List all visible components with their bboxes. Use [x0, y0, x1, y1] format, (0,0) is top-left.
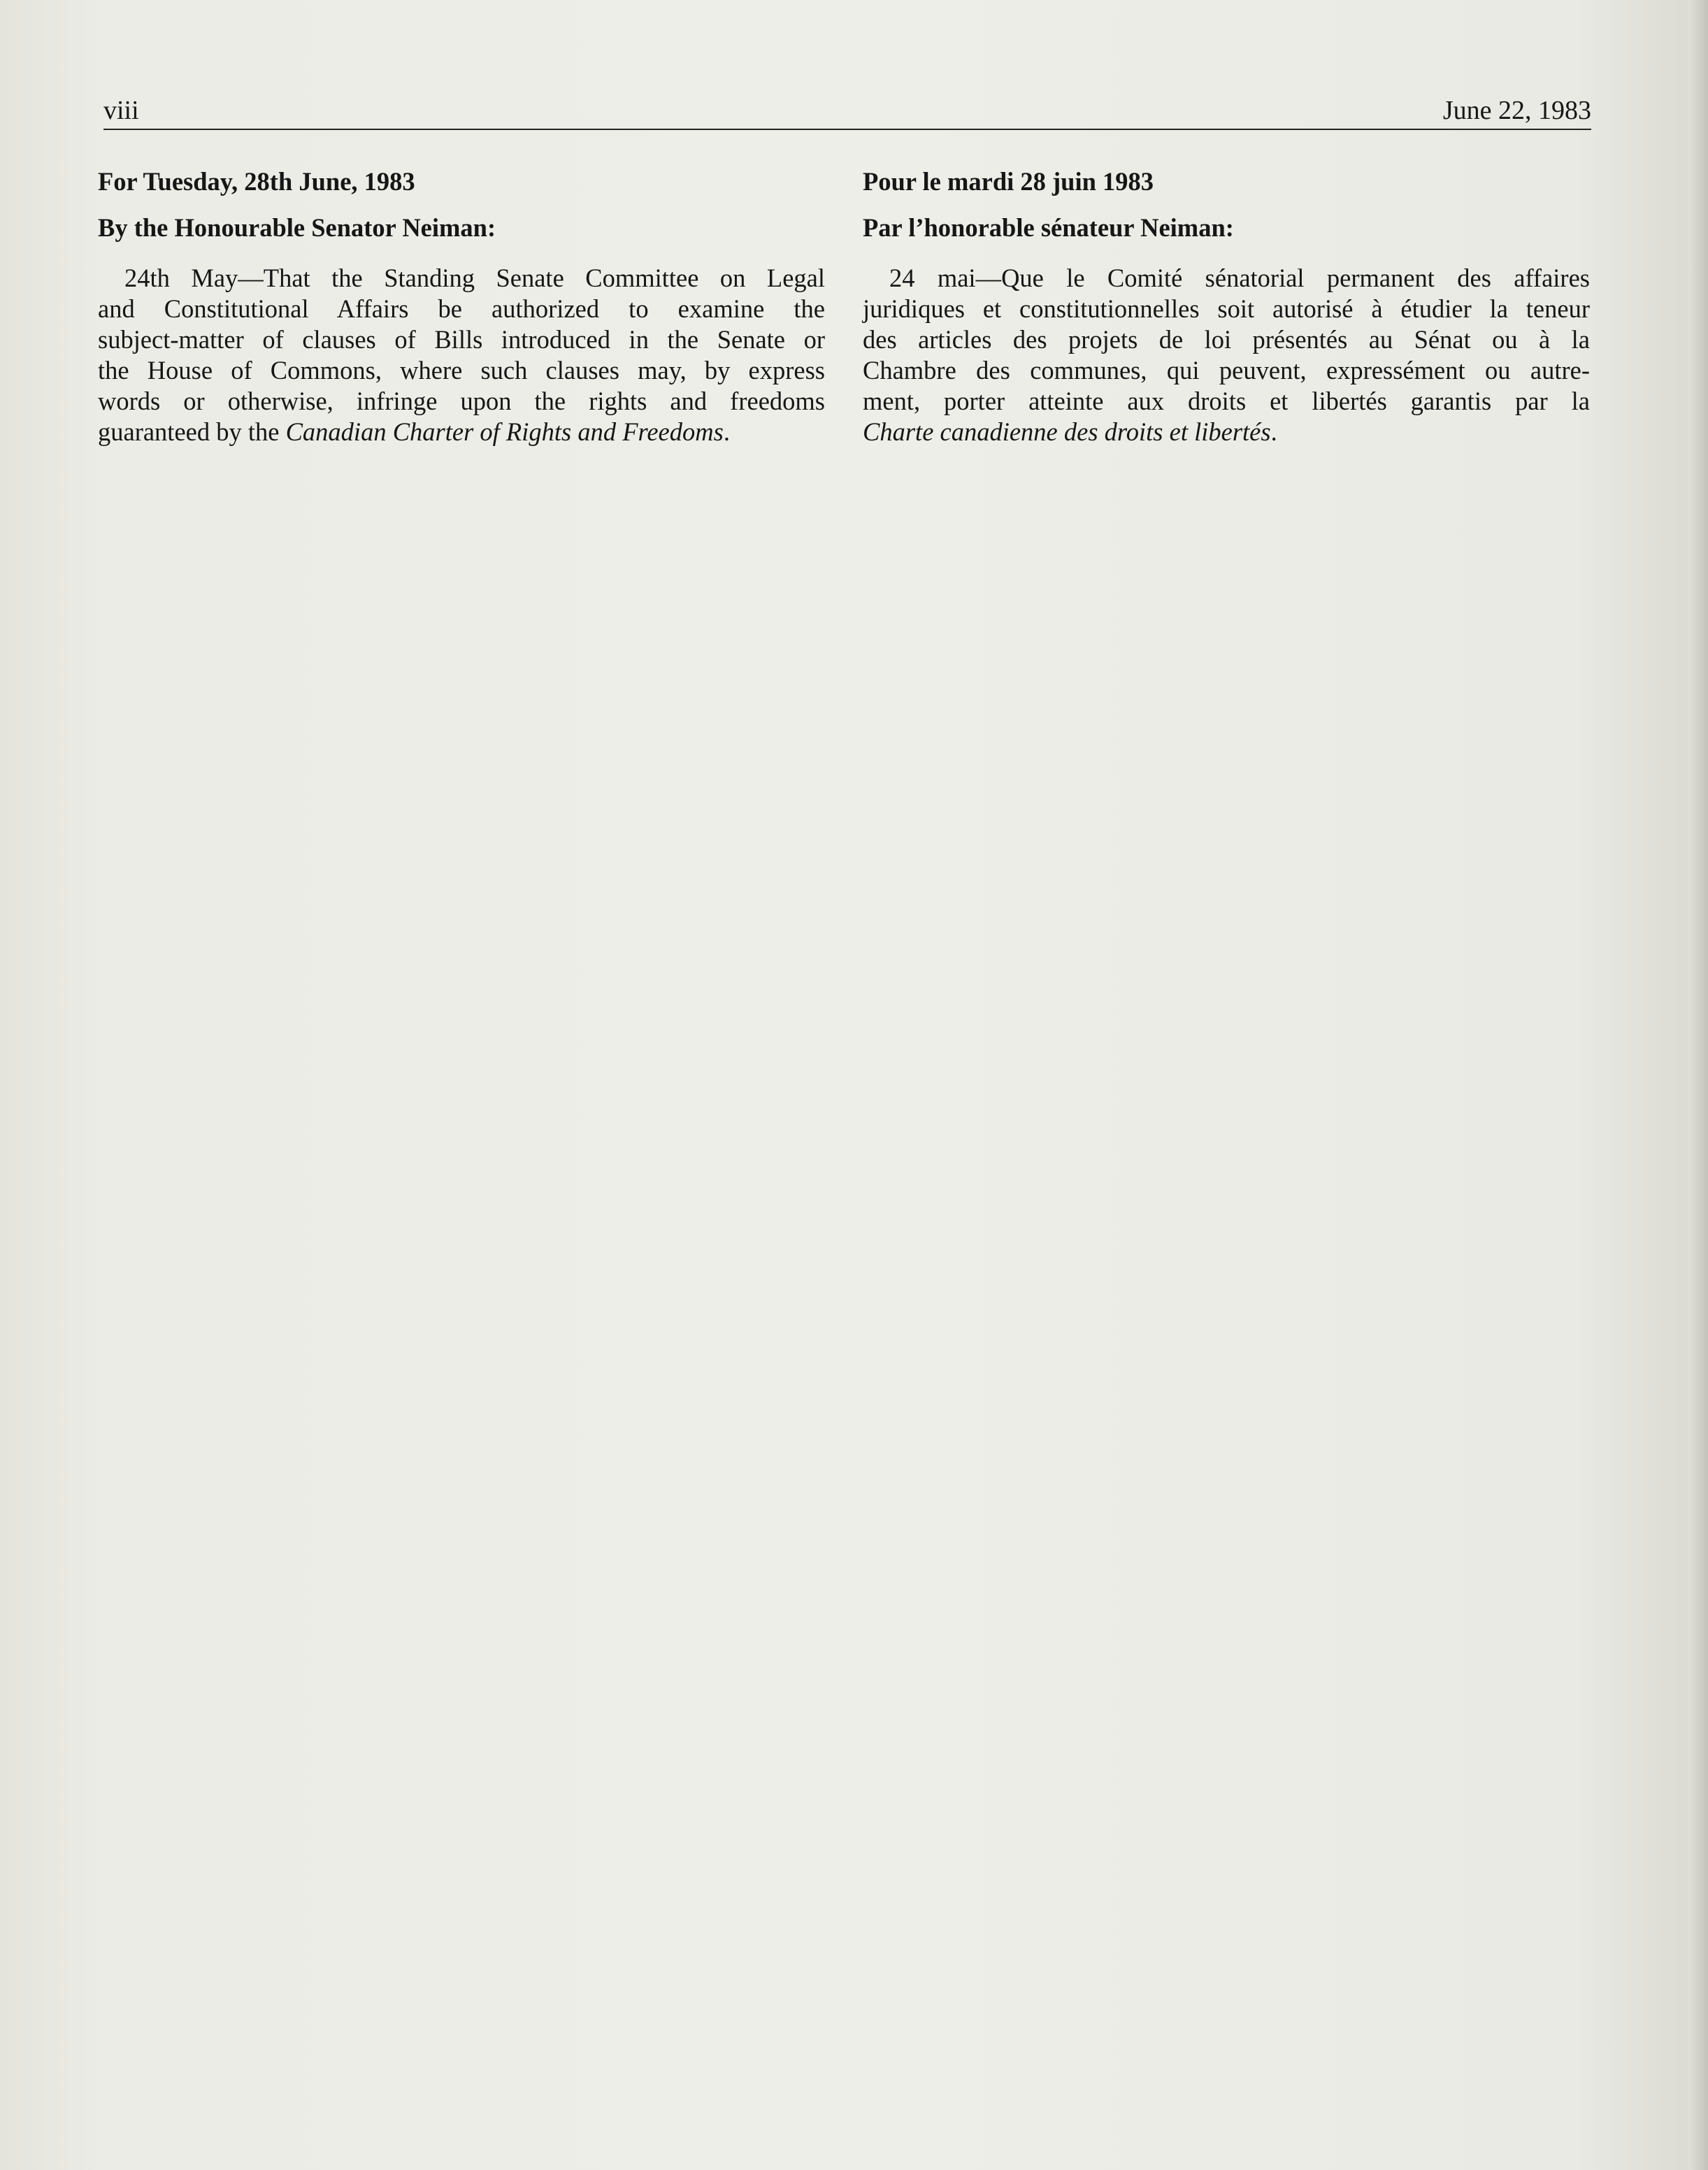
english-notice-line: and Constitutional Affairs be authorized to examine the: [98, 294, 825, 323]
french-column: [863, 166, 1590, 447]
page-binding-edge: [1688, 0, 1708, 2170]
english-notice-heading: For Tuesday, 28th June, 1983: [98, 167, 415, 196]
english-sponsor: By the Honourable Senator Neiman:: [98, 213, 496, 242]
running-header: [103, 92, 1591, 130]
french-charter-title: Charte canadienne des droits et libertés: [863, 417, 1271, 446]
french-notice-line: ment, porter atteinte aux droits et libertés garantis par la: [863, 387, 1590, 415]
english-period: .: [723, 417, 730, 446]
header-date: June 22, 1983: [1442, 96, 1591, 125]
english-notice-line: subject-matter of clauses of Bills introduced in the Senate or: [98, 325, 825, 354]
french-notice-text: [863, 263, 1590, 447]
english-last-line-prefix: guaranteed by the: [98, 417, 286, 446]
english-notice-line: words or otherwise, infringe upon the rights and freedoms: [98, 387, 825, 415]
french-notice-line: des articles des projets de loi présentés au Sénat ou à la: [863, 325, 1590, 354]
french-period: .: [1270, 417, 1277, 446]
english-notice-line: the House of Commons, where such clauses may, by express: [98, 356, 825, 385]
english-column: [98, 166, 825, 447]
english-charter-title: Canadian Charter of Rights and Freedoms: [285, 417, 724, 446]
french-notice-line: juridiques et constitutionnelles soit autorisé à étudier la teneur: [863, 294, 1590, 323]
english-notice-text: [98, 263, 825, 447]
english-notice-line: [98, 417, 825, 447]
french-notice-heading: Pour le mardi 28 juin 1983: [863, 167, 1154, 196]
french-notice-line: Chambre des communes, qui peuvent, expressément ou autre-: [863, 356, 1590, 385]
page-number: viii: [103, 96, 139, 125]
english-notice-line: 24th May—That the Standing Senate Committee on Legal: [124, 264, 825, 292]
french-sponsor: Par l’honorable sénateur Neiman:: [863, 213, 1234, 242]
french-notice-line: [863, 417, 1590, 447]
french-notice-line: 24 mai—Que le Comité sénatorial permanent des affaires: [889, 264, 1590, 292]
